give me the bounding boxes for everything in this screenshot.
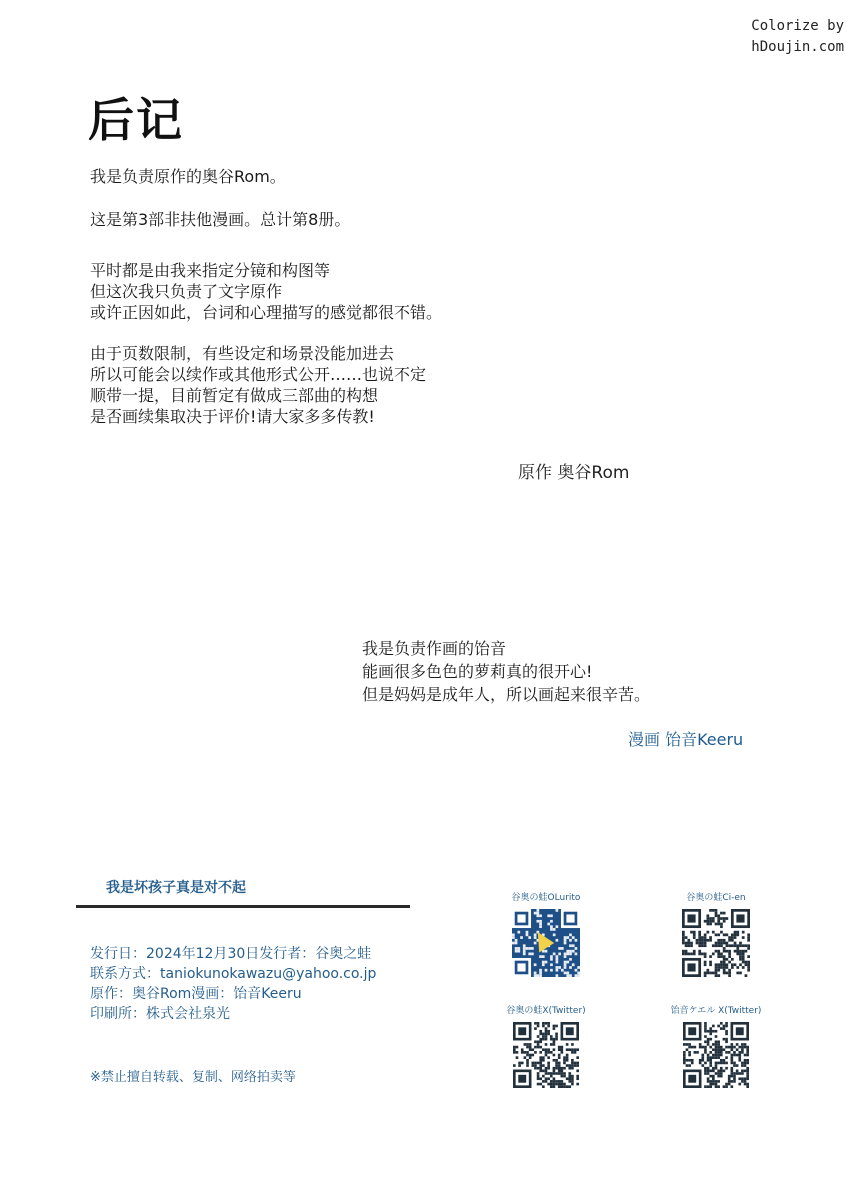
qr-code-icon[interactable] xyxy=(513,1022,579,1088)
qr-code-icon[interactable] xyxy=(682,909,750,977)
text-line: 所以可能会以续作或其他形式公开……也说不定 xyxy=(90,365,427,384)
qr-block-cien xyxy=(666,890,766,977)
qr-code-icon[interactable] xyxy=(683,1022,749,1088)
qr-code-icon[interactable] xyxy=(512,909,580,977)
author-signature: 原作 奥谷Rom xyxy=(518,463,630,483)
qr-label: 饴音ケエル X(Twitter) xyxy=(670,1006,762,1016)
text-line: 能画很多色色的萝莉真的很开心! xyxy=(362,662,593,681)
text-line: 但这次我只负责了文字原作 xyxy=(90,282,283,301)
afterword-paragraph-2 xyxy=(90,209,350,230)
colophon-title: 我是坏孩子真是对不起 xyxy=(106,880,246,896)
qr-label: 谷奥の蛙OLurito xyxy=(511,893,581,903)
page-title: 后记 xyxy=(88,93,184,147)
copyright-notice: ※禁止擅自转载、复制、网络拍卖等 xyxy=(90,1070,296,1085)
illustrator-note xyxy=(362,637,650,706)
qr-label: 谷奥の蛙X(Twitter) xyxy=(506,1006,586,1016)
text-line: 由于页数限制，有些设定和场景没能加进去 xyxy=(90,344,395,363)
publish-info: 发行日：2024年12月30日发行者：谷奥之蛙 xyxy=(90,946,372,962)
qr-label: 谷奥の蛙Ci-en xyxy=(686,893,746,903)
text-line: 是否画续集取决于评价!请大家多多传教! xyxy=(90,407,375,426)
qr-block-lurito xyxy=(496,890,596,977)
creator-info: 原作：奥谷Rom漫画：饴音Keeru xyxy=(90,986,302,1002)
qr-block-twitter-circle xyxy=(496,1003,596,1088)
contact-info: 联系方式：taniokunokawazu@yahoo.co.jp xyxy=(90,966,377,982)
colorize-credit xyxy=(751,16,844,58)
afterword-paragraph-4 xyxy=(90,343,426,427)
text-line: 但是妈妈是成年人，所以画起来很辛苦。 xyxy=(362,685,651,704)
illustrator-signature: 漫画 饴音Keeru xyxy=(628,730,744,749)
credit-line-2: hDoujin.com xyxy=(751,39,844,55)
text-line: 我是负责作画的饴音 xyxy=(362,639,507,658)
credit-line-1: Colorize by xyxy=(751,18,844,34)
afterword-paragraph-3 xyxy=(90,260,442,323)
qr-block-twitter-artist xyxy=(666,1003,766,1088)
colophon-info xyxy=(90,944,376,1024)
text-line: 顺带一提，目前暂定有做成三部曲的构想 xyxy=(90,386,379,405)
printer-info: 印刷所：株式会社泉光 xyxy=(90,1006,230,1022)
text-line: 我是负责原作的奥谷Rom。 xyxy=(90,167,286,186)
text-line: 或许正因如此，台词和心理描写的感觉都很不错。 xyxy=(90,303,443,322)
afterword-paragraph-1 xyxy=(90,166,286,187)
text-line: 平时都是由我来指定分镜和构图等 xyxy=(90,261,331,280)
colophon-divider xyxy=(76,905,410,908)
text-line: 这是第3部非扶他漫画。总计第8册。 xyxy=(90,210,351,229)
